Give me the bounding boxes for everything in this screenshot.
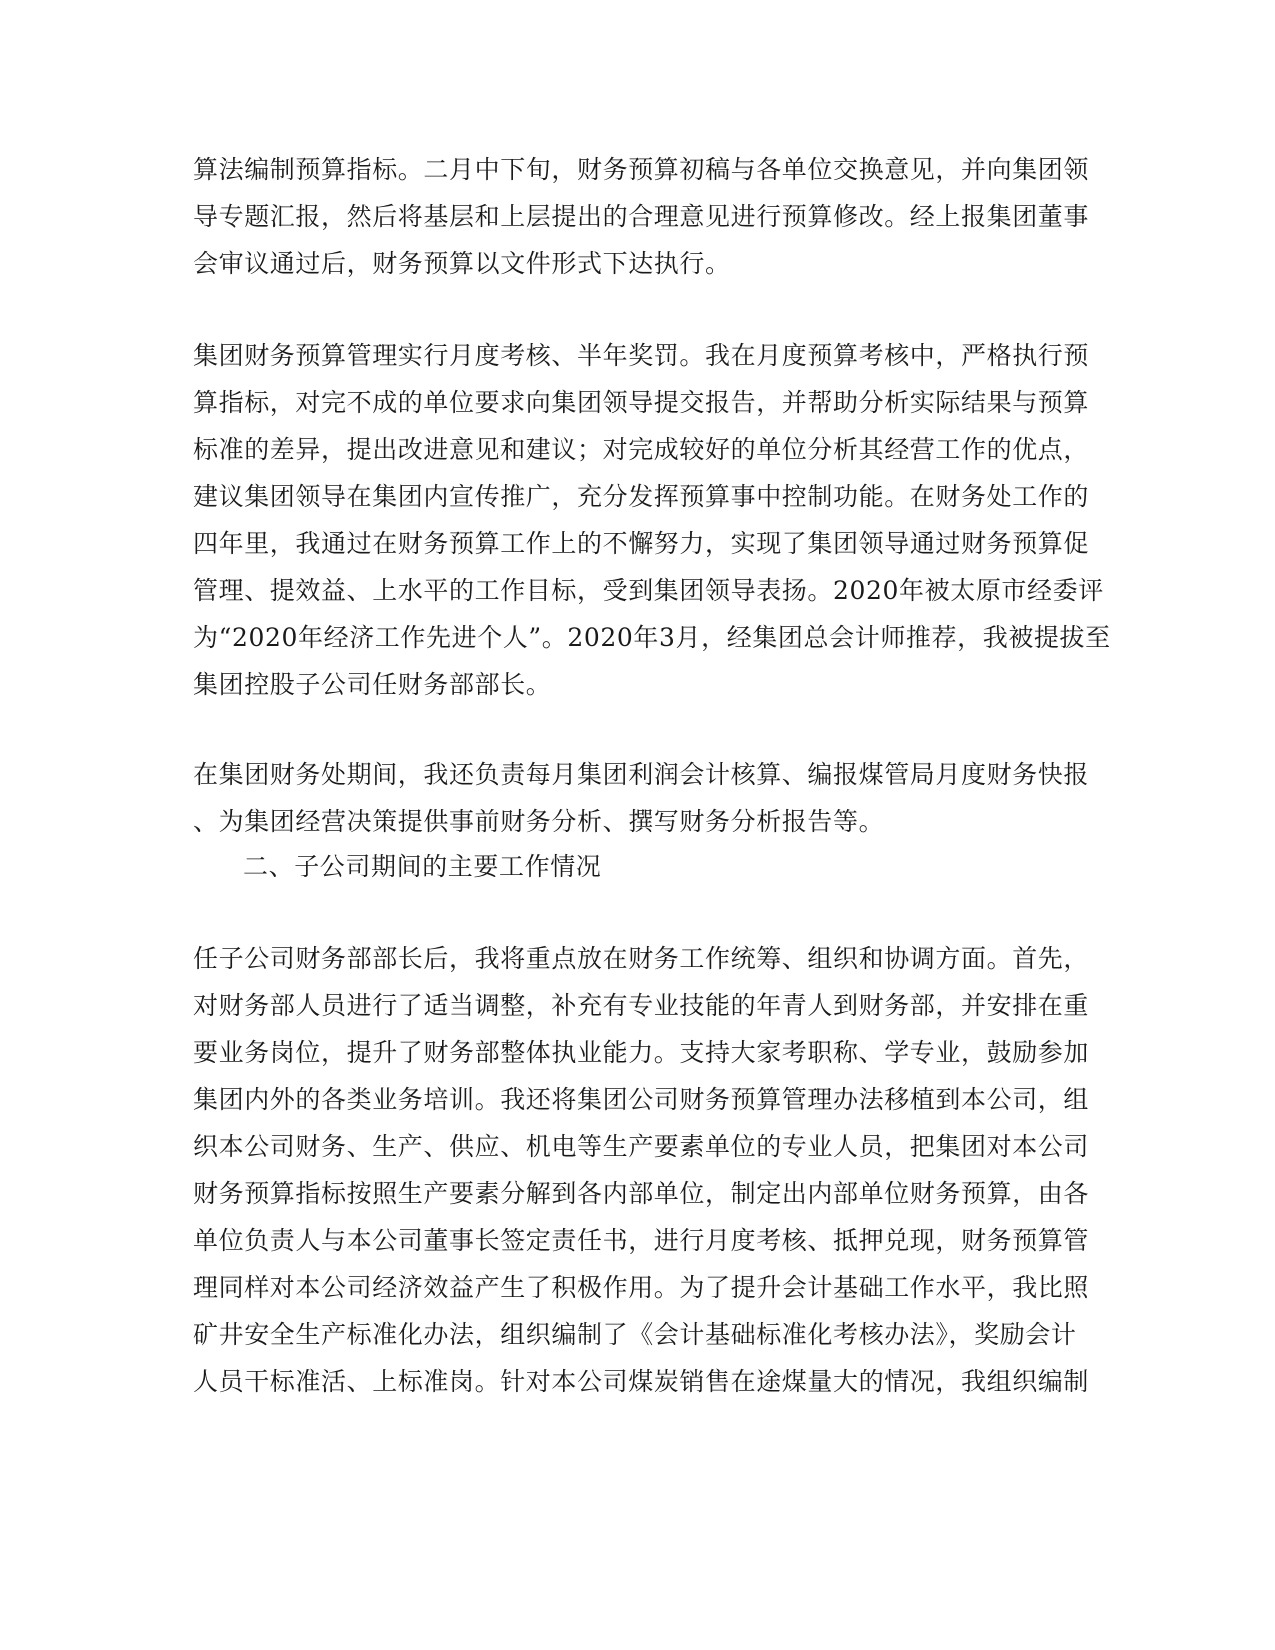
paragraph-4-line-5: 织本公司财务、生产、供应、机电等生产要素单位的专业人员，把集团对本公司 bbox=[193, 1132, 1090, 1161]
paragraph-4-line-2: 对财务部人员进行了适当调整，补充有专业技能的年青人到财务部，并安排在重 bbox=[193, 991, 1090, 1020]
section-heading: 二、子公司期间的主要工作情况 bbox=[243, 852, 602, 881]
paragraph-2-line-3: 标准的差异，提出改进意见和建议；对完成较好的单位分析其经营工作的优点， bbox=[193, 435, 1090, 464]
paragraph-1-line-2: 导专题汇报，然后将基层和上层提出的合理意见进行预算修改。经上报集团董事 bbox=[193, 202, 1090, 231]
paragraph-2-line-1: 集团财务预算管理实行月度考核、半年奖罚。我在月度预算考核中，严格执行预 bbox=[193, 341, 1090, 370]
paragraph-1-line-3: 会审议通过后，财务预算以文件形式下达执行。 bbox=[193, 249, 731, 278]
paragraph-4-line-3: 要业务岗位，提升了财务部整体执业能力。支持大家考职称、学专业，鼓励参加 bbox=[193, 1038, 1090, 1067]
paragraph-3-line-1: 在集团财务处期间，我还负责每月集团利润会计核算、编报煤管局月度财务快报 bbox=[193, 760, 1090, 789]
paragraph-2-line-6: 管理、提效益、上水平的工作目标，受到集团领导表扬。2020年被太原市经委评 bbox=[193, 576, 1104, 605]
paragraph-2-line-8: 集团控股子公司任财务部部长。 bbox=[193, 670, 552, 699]
paragraph-2-line-7: 为“2020年经济工作先进个人”。2020年3月，经集团总会计师推荐，我被提拔至 bbox=[193, 623, 1111, 652]
paragraph-2-line-4: 建议集团领导在集团内宣传推广，充分发挥预算事中控制功能。在财务处工作的 bbox=[193, 482, 1090, 511]
paragraph-4-line-9: 矿井安全生产标准化办法，组织编制了《会计基础标准化考核办法》，奖励会计 bbox=[193, 1320, 1077, 1349]
paragraph-4-line-7: 单位负责人与本公司董事长签定责任书，进行月度考核、抵押兑现，财务预算管 bbox=[193, 1226, 1090, 1255]
paragraph-4-line-8: 理同样对本公司经济效益产生了积极作用。为了提升会计基础工作水平，我比照 bbox=[193, 1273, 1090, 1302]
paragraph-2-line-5: 四年里，我通过在财务预算工作上的不懈努力，实现了集团领导通过财务预算促 bbox=[193, 529, 1090, 558]
paragraph-3-line-2: 、为集团经营决策提供事前财务分析、撰写财务分析报告等。 bbox=[193, 807, 885, 836]
paragraph-2-line-2: 算指标，对完不成的单位要求向集团领导提交报告，并帮助分析实际结果与预算 bbox=[193, 388, 1090, 417]
paragraph-1-line-1: 算法编制预算指标。二月中下旬，财务预算初稿与各单位交换意见，并向集团领 bbox=[193, 155, 1090, 184]
paragraph-4-line-10: 人员干标准活、上标准岗。针对本公司煤炭销售在途煤量大的情况，我组织编制 bbox=[193, 1367, 1090, 1396]
paragraph-4-line-6: 财务预算指标按照生产要素分解到各内部单位，制定出内部单位财务预算，由各 bbox=[193, 1179, 1090, 1208]
paragraph-4-line-1: 任子公司财务部部长后，我将重点放在财务工作统筹、组织和协调方面。首先， bbox=[193, 944, 1090, 973]
paragraph-4-line-4: 集团内外的各类业务培训。我还将集团公司财务预算管理办法移植到本公司，组 bbox=[193, 1085, 1090, 1114]
